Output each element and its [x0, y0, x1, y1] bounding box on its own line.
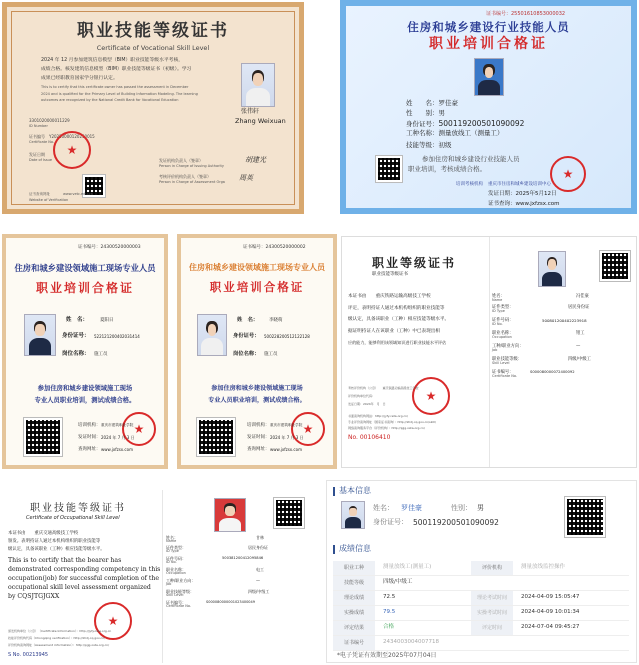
table-row [333, 606, 629, 621]
field-value: 测量放线工（测量工） [438, 129, 504, 137]
query-site: 证书查询：www.jxfzsx.com [488, 201, 560, 207]
field-value: S000080000072400092 [530, 370, 575, 374]
field-list [166, 536, 318, 612]
cert-subtitle: 职业技能等级证书 [372, 272, 408, 277]
cert-number: 证书编号：25501610853000032 [486, 11, 566, 17]
cert-title-line2: 职业培训合格证 [209, 280, 305, 294]
certificate-site-professional-2 [177, 234, 337, 469]
id-label-en: ID Number [29, 124, 48, 128]
org-label: 培训考核机构 [456, 182, 483, 187]
field-label: 证书编号： [492, 370, 514, 375]
qr-code [274, 498, 304, 528]
id-label: 身份证号： [373, 518, 408, 526]
en-line: occupation(job) for successful completion of the [8, 575, 160, 582]
row-value: 2024-04-09 15:05:47 [521, 594, 580, 600]
cn-line: 本证书由 重庆交通高级技工学校 [8, 531, 79, 536]
cert-no-label-en: Certificate No. [29, 140, 55, 144]
cert-title: 职业等级证书 [372, 256, 457, 270]
body-line: 据证明持证人在该职业（工种）中已表现出相 [348, 328, 440, 334]
query-line: 书面查询机构网站：http://jyfy.ceta.org.cn/ [348, 414, 409, 418]
post-label: 岗位名称： [233, 351, 260, 357]
field-row [492, 319, 636, 332]
spine-divider [162, 490, 163, 663]
field-label: 证书编号： [166, 600, 186, 605]
cert-number: 证书编号：24300520000003 [78, 245, 141, 250]
row-key: 评定结果 [333, 621, 375, 635]
body-line: 成绩合格。核发建筑信息模型（BIM）职业技能等级证书（初级）。学习 [41, 66, 192, 72]
cert-number: 证书编号：24300520000002 [243, 245, 306, 250]
name-value: 夏阳日 [100, 318, 114, 323]
field-label: 职业技能等级： [492, 357, 523, 362]
spine-divider [489, 237, 490, 467]
field-label-en: Job [166, 582, 172, 586]
body-line: 参加住房和城乡建设行业技能人员 [422, 155, 520, 163]
score-record-panel [326, 480, 637, 663]
field-value: 居民身份证 [568, 305, 590, 310]
field-label-en: ID No. [492, 322, 503, 327]
field-row [492, 295, 636, 306]
cert-title-line1: 住房和城乡建设行业技能人员 [407, 20, 570, 34]
field-row [166, 557, 318, 568]
row-key: 职业工种 [333, 561, 375, 575]
holder-photo [538, 251, 566, 287]
row-value: 合格 [383, 624, 395, 630]
field-value: 四级/中级工 [248, 589, 270, 594]
query-label: 查询网址： [78, 447, 101, 452]
official-seal [53, 131, 91, 169]
field-label-en: Certificate No. [492, 374, 518, 379]
body-line-en: This is to certify that this certificate owner has passed the assessment in December [41, 85, 189, 90]
row-value: 测量放线监控操作 [521, 564, 566, 570]
cert-title-line1: 住房和城乡建设领域施工现场专业人员 [189, 263, 325, 272]
body-text [41, 59, 219, 103]
assessor-label: 考核评价机构负责人（签章） [159, 174, 211, 179]
holder-photo [24, 314, 56, 356]
date-label-en: Date of Issue [29, 158, 53, 162]
qr-code [600, 251, 630, 281]
en-line: demonstrated corresponding competency in this [8, 566, 161, 573]
assessor-label-en: Person in Charge of Assessment Orga [159, 180, 225, 184]
query-line: 专业评价查询网址（国家证书查询）：http://zhdj.cq.gov.cn/skill/ [348, 420, 436, 424]
website-label-en: Website of Verification [29, 198, 69, 202]
holder-photo [341, 501, 365, 529]
field-value: 冯佳豪 [576, 294, 589, 299]
certificate-occupational-skill-level [2, 490, 320, 663]
body-line: 参加住房和城乡建设领域施工现场 [211, 385, 303, 392]
field-label-en: Name [492, 298, 503, 303]
id-value: 3301020000011229 [29, 118, 70, 123]
validity-footnote: *电子凭证有效期至2025年07月04日 [337, 652, 437, 659]
issue-date: 发证日期：2025年5月12日 [488, 191, 557, 197]
field-row [166, 536, 318, 546]
website-value: www.vetc.edu.cn [63, 192, 93, 196]
body-line: 专业人员职业培训，测试成绩合格。 [208, 397, 306, 404]
org-value: 重庆市建筑职业学院 [270, 423, 303, 427]
footer-line: 评价机构查询网址（Assessment information）：http://pjjg.osta.org.cn/ [8, 643, 110, 647]
name-label: 姓名： [373, 504, 394, 512]
cert-title-line1: 住房和城乡建设领域施工现场专业人员 [14, 263, 156, 273]
score-table [333, 561, 629, 651]
name-value: 罗佳豪 [401, 504, 422, 512]
holder-photo [214, 498, 246, 532]
date-value: 2024 年 7 月 3 日 [270, 435, 304, 440]
field-label: 证件号码： [166, 556, 186, 561]
field-label-en: ID Type [166, 549, 179, 553]
name-label: 姓 名： [66, 317, 89, 323]
field-value: 电工 [256, 567, 264, 572]
section-marker [333, 487, 335, 496]
footer-line: 技能评价机构代码（Chongqing verification）：http://zhdj.cq.gov.cn/ [8, 636, 106, 640]
footer-line: 颁发机构单位（公章） （Certificate Information）：http://jyfy.osta.org.cn [8, 629, 112, 633]
field-label: 姓 名： [406, 99, 439, 107]
post-value: 施工员 [94, 352, 108, 357]
field-label-en: ID Type [492, 309, 505, 314]
field-label: 职业名称： [166, 567, 186, 572]
signature-1: 胡建光 [245, 156, 266, 164]
body-line-en: outcomes are recognized by the National Credit Bank for Vocational Education [41, 98, 179, 103]
org-label: 培训机构： [247, 423, 270, 428]
post-value: 施工员 [264, 352, 278, 357]
body-line: 级认定，具备该职业（工种）相应技能等级水平。 [348, 317, 450, 323]
qr-code [197, 418, 235, 456]
field-value: — [256, 578, 260, 583]
name-value: 李晓萌 [269, 318, 283, 323]
id-value: 522121200402031414 [94, 334, 140, 339]
cert-title-line2: 职业培训合格证 [35, 281, 135, 295]
cert-title-line2: 职业培训合格证 [429, 36, 548, 52]
table-row [333, 621, 629, 636]
field-value: 甘林 [256, 535, 264, 540]
cert-title-en: Certificate of Vocational Skill Level [96, 44, 210, 52]
holder-name-en: Zhang Weixuan [235, 117, 286, 125]
qr-code [376, 156, 402, 182]
signature-2: 周英 [239, 174, 253, 182]
field-value: 钳工 [576, 331, 585, 336]
authority-label: 发证机构负责人（签章） [159, 158, 203, 163]
official-seal [94, 602, 132, 640]
field-label: 工种/职业方向： [492, 344, 524, 349]
field-row [406, 142, 524, 154]
date-value: 2024 年 7 月 3 日 [101, 435, 135, 440]
certificate-occupational-skill-booklet [341, 236, 637, 468]
row-value: 测量放线工(测量工) [383, 564, 432, 570]
field-value: 罗佳豪 [438, 99, 458, 107]
field-label: 职业技能等级： [166, 589, 194, 594]
body-line: 参加住房和城乡建设领域施工现场 [37, 385, 133, 392]
basic-info-header: 基本信息 [339, 486, 371, 495]
query-value: www.jxfzsx.com [101, 447, 133, 452]
id-label: 身份证号： [233, 333, 260, 339]
footer-line: 发证日期：2024年 月 日 [348, 402, 386, 406]
field-row [166, 601, 318, 612]
level-value: 初级 [438, 141, 452, 149]
id-label: 身份证号： [62, 333, 90, 339]
holder-photo [241, 63, 275, 107]
row-key: 理论成绩 [333, 591, 375, 605]
field-value: 500801200402223918 [542, 318, 587, 323]
field-label-en: Skill Level [166, 593, 184, 597]
query-label: 查询网址： [247, 447, 270, 452]
field-label: 姓名： [492, 294, 505, 299]
body-line: 成果已经职教育国家学分银行认定。 [41, 75, 118, 81]
en-line: This is to certify that the bearer has [8, 557, 122, 564]
certificate-site-professional-1 [2, 234, 168, 469]
row-key: 评价机构 [471, 561, 513, 575]
cn-line: 级认定，具备该职业（工种）相应技能等级水平。 [8, 547, 105, 552]
row-value: 2024-04-09 10:01:34 [521, 609, 580, 615]
row-key: 理论考试时间 [471, 591, 513, 605]
cn-line: 颁发。表明持证人通过本机构组织的职业技能等 [8, 539, 101, 544]
field-label-en: Name [166, 539, 177, 543]
field-label-en: ID No. [166, 560, 177, 564]
en-line: occupational skill level assessment organized [8, 584, 151, 591]
field-row [492, 371, 636, 384]
holder-photo [197, 314, 227, 356]
field-label: 工种名称： [406, 129, 439, 137]
row-value: 79.5 [383, 609, 396, 615]
gender-label: 性别： [451, 504, 472, 512]
field-label: 证件号码： [492, 318, 514, 323]
gender-value: 男 [477, 504, 484, 512]
body-line: 评定，表明持证人通过本机构组织的职业技能等 [348, 305, 445, 311]
row-key: 证书编号 [333, 636, 375, 650]
field-label-en: Skill Level [492, 361, 510, 366]
field-label-en: Job [492, 348, 498, 353]
org-value: 重庆市建筑职业学院 [101, 423, 134, 427]
date-label: 发证时间： [247, 435, 270, 440]
field-value: 居民身份证 [248, 545, 268, 550]
certificate-construction-skill-training [340, 0, 637, 214]
en-line: by CQSJTGJGXX [8, 593, 60, 600]
table-row [333, 636, 629, 651]
field-value: 500381200412095846 [222, 556, 264, 560]
body-line: 应的能力，能够利用该领域知识进行职业技能水平评估 [348, 340, 447, 346]
field-value: 500119200501090092 [438, 119, 525, 128]
field-list [406, 100, 524, 154]
authority-label-en: Person in Charge of Issuing Authority [159, 164, 224, 168]
body-line-en: 2024 and is qualified for the Primary Level of Building Information Modeling. The learning [41, 91, 198, 96]
org-value: 重庆市住房和城乡建设培训中心 [488, 182, 551, 187]
official-seal [412, 377, 450, 415]
cert-no-value: Y20250000120250015 [49, 134, 95, 139]
serial-number: S No. 00213945 [8, 652, 49, 658]
query-value: www.jxfzsx.com [270, 447, 302, 452]
field-label: 姓名： [166, 535, 178, 540]
footer-line: 考核评价机构（公章） 重庆铁路运输高级技工学校 [348, 386, 419, 390]
official-seal [122, 412, 156, 446]
field-value: 四级/中级工 [568, 357, 591, 362]
body-text [348, 295, 449, 345]
body-line: 2024 年 12 月参加建筑信息模型（BIM）职业技能等级水平考核， [41, 58, 184, 63]
table-row [333, 576, 629, 591]
body-line: 职业培训，考核成绩合格。 [408, 165, 486, 173]
field-value: 男 [438, 109, 445, 117]
id-value: 500119200501090092 [413, 518, 499, 527]
field-label-en: Occupation [166, 571, 186, 575]
row-value: 2434003004007718 [383, 639, 439, 645]
post-label: 岗位名称： [62, 351, 90, 357]
row-key: 实操考试时间 [471, 606, 513, 620]
score-info-header: 成绩信息 [339, 544, 371, 553]
field-label: 身份证号： [406, 120, 439, 128]
cert-title-cn: 职业技能等级证书 [77, 21, 229, 41]
holder-name-cn: 张伟轩 [241, 108, 260, 115]
row-key: 评定时间 [471, 621, 513, 635]
row-key: 技能等级 [333, 576, 375, 590]
footer-line: 评价机构单位代码： [348, 394, 376, 398]
table-row [333, 561, 629, 576]
cert-title-cn: 职业技能等级证书 [30, 503, 126, 514]
official-seal [291, 412, 325, 446]
field-label: 职业名称： [492, 331, 514, 336]
website-label: 证书查询网址 [29, 192, 50, 196]
field-list [492, 295, 636, 384]
field-label: 证件类型： [166, 545, 186, 550]
cert-no-label: 证书编号 [29, 134, 45, 139]
field-value: S000080000001023400049 [206, 600, 255, 604]
qr-code [24, 418, 62, 456]
certificate-vocational-skill-bim [2, 2, 304, 214]
body-line: 专业人员职业培训，测试成绩合格。 [34, 397, 136, 404]
field-label-en: Occupation [492, 335, 512, 340]
level-label: 技能等级： [406, 141, 439, 149]
row-value: 四级/中级工 [383, 579, 413, 585]
body-line: 本证书由 重庆铁路运输高级技工学校 [348, 294, 431, 299]
row-key: 实操成绩 [333, 606, 375, 620]
cert-title-en: Certificate of Occupational Skill Level [26, 515, 120, 521]
id-value: 500228200512122128 [264, 334, 310, 339]
field-label: 工种/职业方向： [166, 578, 196, 583]
holder-photo [474, 58, 504, 96]
date-label: 发证时间： [78, 435, 101, 440]
section-marker [333, 545, 335, 554]
official-seal [550, 156, 586, 192]
field-value: — [576, 344, 581, 349]
field-label: 证件类型： [492, 305, 514, 310]
field-label: 性 别： [406, 109, 439, 117]
table-row [333, 591, 629, 606]
name-label: 姓 名： [237, 317, 259, 323]
qr-code [565, 497, 605, 537]
row-value: 2024-07-04 09:45:27 [521, 624, 580, 630]
row-value: 72.5 [383, 594, 396, 600]
query-line: 网络查询服务平台（评价机构）：http://pjjg.osta.org.cn/ [348, 426, 425, 430]
field-label-en: Certificate No. [166, 604, 192, 608]
org-label: 培训机构： [78, 423, 101, 428]
serial-number: No. 00106410 [348, 434, 391, 441]
date-label: 发证日期 [29, 152, 45, 157]
